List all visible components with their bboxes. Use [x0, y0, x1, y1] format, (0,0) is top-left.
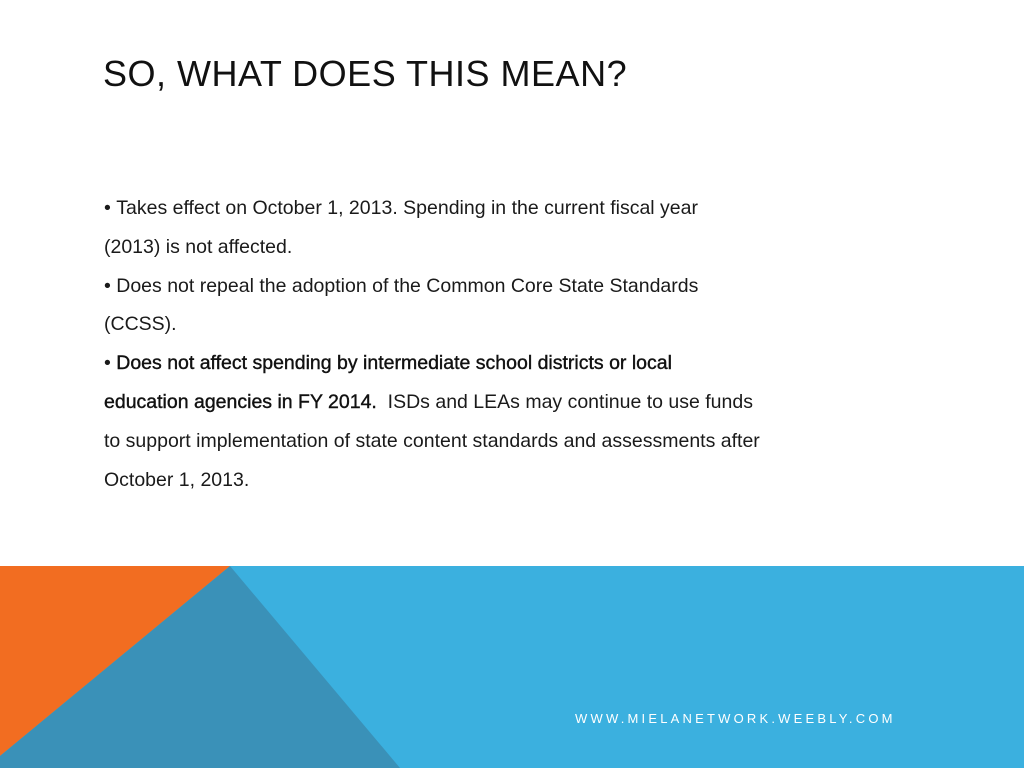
footer-graphic: [0, 566, 1024, 768]
body-line: [104, 228, 864, 267]
bullet: •: [104, 274, 117, 297]
body-line: [104, 422, 864, 461]
body-line: [104, 344, 864, 383]
footer-band: [0, 566, 1024, 768]
slide-body: [104, 189, 864, 499]
bold-text: Does not affect spending by intermediate school districts or local: [116, 352, 672, 375]
body-text: October 1, 2013.: [104, 468, 250, 491]
bold-text: education agencies in FY 2014.: [104, 390, 377, 413]
body-text: Takes effect on October 1, 2013. Spending in the current fiscal year: [116, 197, 698, 219]
body-line: [104, 305, 864, 344]
body-line: [104, 461, 864, 500]
body-line: [104, 189, 864, 228]
body-text: ISDs and LEAs may continue to use funds: [376, 390, 753, 413]
body-text: (CCSS).: [104, 313, 177, 336]
footer-website-url: WWW.MIELANETWORK.WEEBLY.COM: [575, 711, 896, 726]
slide-title: SO, WHAT DOES THIS MEAN?: [103, 53, 628, 94]
body-text: (2013) is not affected.: [104, 235, 293, 258]
body-line: [104, 267, 864, 306]
bullet: •: [104, 352, 117, 375]
body-line: [104, 383, 864, 422]
bullet: •: [104, 197, 117, 219]
body-text: to support implementation of state content standards and assessments after: [104, 429, 760, 452]
body-text: Does not repeal the adoption of the Common Core State Standards: [116, 274, 699, 297]
